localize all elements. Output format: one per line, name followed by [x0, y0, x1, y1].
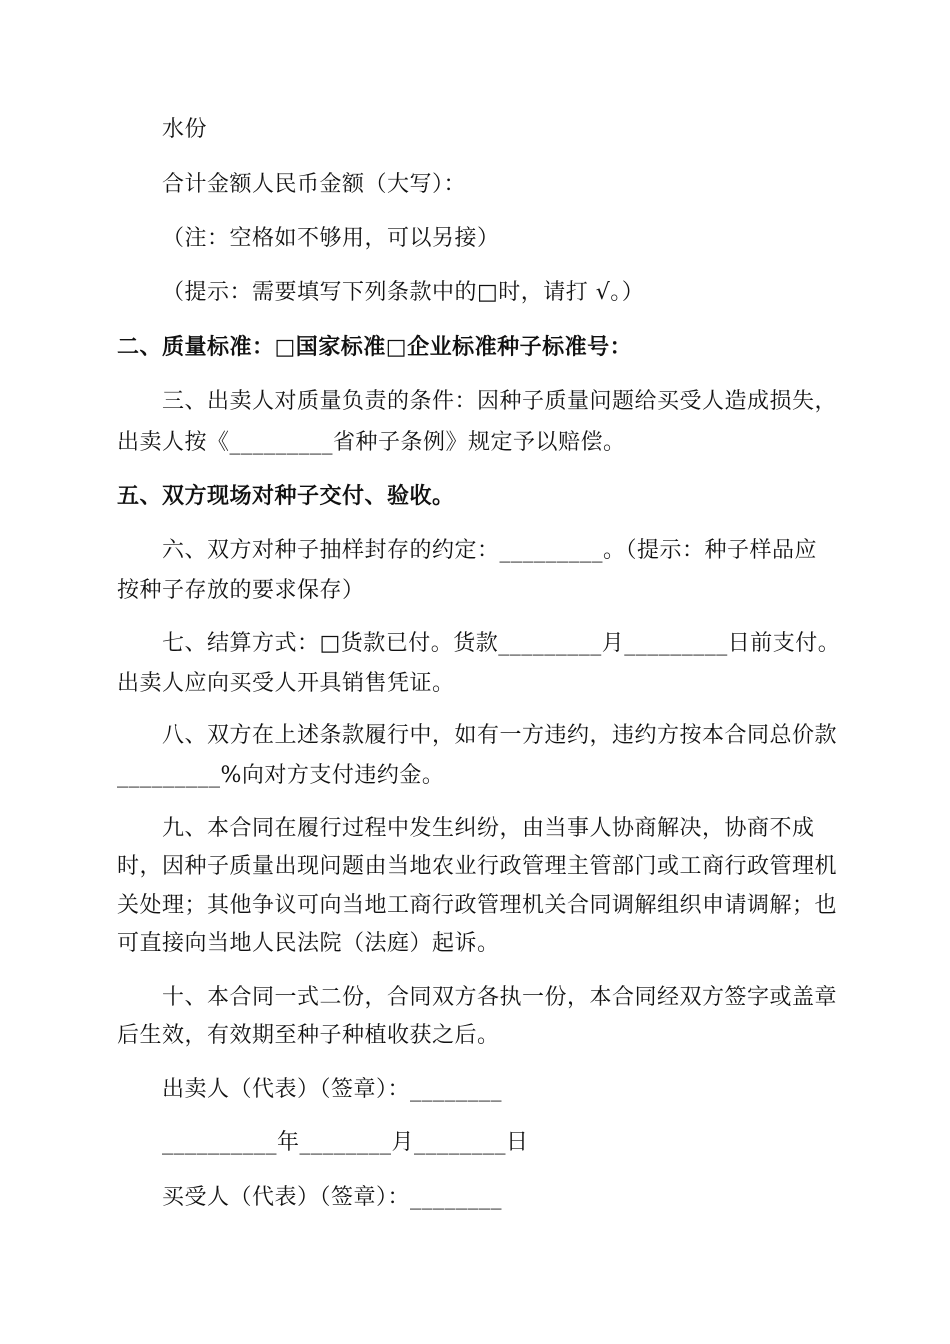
text-line: 合计金额人民币金额（大写）： — [162, 172, 467, 197]
text-line: 九、本合同在履行过程中发生纠纷，由当事人协商解决，协商不成 — [162, 816, 815, 841]
text-line: 七、结算方式：□货款已付。货款_________月_________日前支付。 — [162, 631, 841, 656]
signature-date: __________年________月________日 — [162, 1130, 529, 1155]
signature-buyer: 买受人（代表）（签章）：________ — [162, 1185, 503, 1210]
text-line: 时，因种子质量出现问题由当地农业行政管理主管部门或工商行政管理机 — [117, 854, 838, 879]
text-line: 十、本合同一式二份，合同双方各执一份，本合同经双方签字或盖章 — [162, 985, 838, 1010]
section-heading: 五、双方现场对种子交付、验收。 — [117, 484, 455, 509]
text-line: 出卖人应向买受人开具销售凭证。 — [117, 671, 455, 696]
section-heading: 二、质量标准：□国家标准□企业标准种子标准号： — [117, 335, 633, 360]
text-line: 按种子存放的要求保存） — [117, 578, 365, 603]
text-line: 关处理；其他争议可向当地工商行政管理机关合同调解组织申请调解；也 — [117, 893, 838, 918]
text-line: 出卖人按《_________省种子条例》规定予以赔偿。 — [117, 430, 626, 455]
text-line: 六、双方对种子抽样封存的约定：_________。（提示：种子样品应 — [162, 538, 818, 563]
text-line: 八、双方在上述条款履行中，如有一方违约，违约方按本合同总价款 — [162, 723, 838, 748]
text-line: （提示：需要填写下列条款中的□时，请打 √。） — [162, 280, 645, 305]
text-line: 可直接向当地人民法院（法庭）起诉。 — [117, 931, 500, 956]
text-line: 三、出卖人对质量负责的条件：因种子质量问题给买受人造成损失， — [162, 389, 838, 414]
text-line: （注：空格如不够用，可以另接） — [162, 226, 500, 251]
signature-seller: 出卖人（代表）（签章）：________ — [162, 1077, 503, 1102]
text-line: 后生效，有效期至种子种植收获之后。 — [117, 1023, 500, 1048]
text-line: _________%向对方支付违约金。 — [117, 763, 445, 788]
text-line: 水份 — [162, 117, 208, 142]
